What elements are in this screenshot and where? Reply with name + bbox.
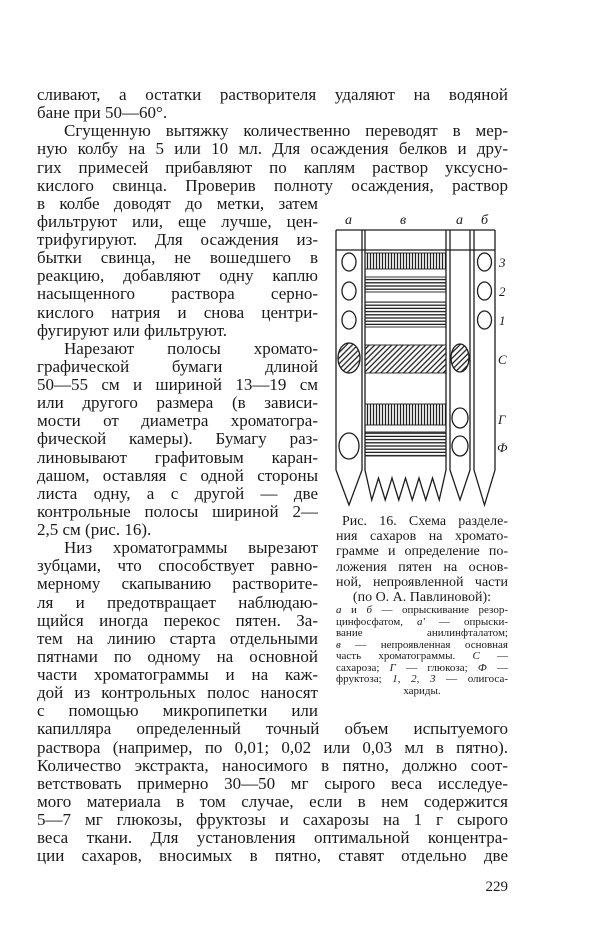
text-line: фильтруют или, еще лучше, цен- [37,211,318,231]
caption-line: ной, непроявленной части [336,574,508,590]
caption-legend [336,605,508,697]
band-2 [365,277,446,292]
side-label-3: 3 [499,255,506,270]
legend-text: — олигоса- [435,673,508,686]
side-label-1: 1 [499,313,506,328]
text-line: дашом, оставляя с одной стороны [37,465,318,485]
text-line: фугируют или фильтруют. [37,320,228,340]
text-line: линовывают графитовым каран- [37,447,318,467]
legend-text: хариды. [403,684,441,697]
text-line: ции сахаров, вносимых в пятно, ставят отдельно две [37,846,508,866]
legend-text: вание анилинфталатом; [336,627,508,640]
band-glucose [365,404,446,425]
chromatogram-figure [330,205,510,510]
legend-symbol: Ф [477,661,487,674]
text-line: 2,5 см (рис. 16). [37,520,152,539]
label-strip-b: б [481,213,489,228]
legend-symbol: б [366,604,372,617]
text-line: Количество экстракта, наносимого в пятно, должно соот- [37,755,508,775]
text-line: капилляра определенный точный объем испытуемого [37,719,508,739]
label-strip-a-prime: а [456,213,463,228]
text-line: 5—7 мг глюкозы, фруктозы и сахарозы на 1 г сырого [37,810,508,829]
text-line: с помощью микропипетки или [37,701,318,721]
spot-2 [342,282,356,300]
text-line: тем на линию старта отдельными [37,628,318,648]
text-line: кислого натрия и снова центри- [37,302,318,322]
band-1 [365,302,446,327]
text-line: Сгущенную вытяжку количественно переводят в мер- [64,121,508,141]
text-line: пятнами по одному на основной [37,646,318,666]
caption-line: (по О. А. Павлиновой): [352,589,492,605]
text-line: контрольные полосы шириной 2— [37,501,318,521]
legend-text: — [479,650,509,663]
side-label-glucose: Г [498,412,506,427]
strip-b-spots [478,253,492,329]
text-line: бане при 50—60°. [37,103,168,123]
text-line: зубцами, что способствует равно- [37,556,318,576]
figure-top-labels [345,213,489,228]
text-line: мости от диаметра хроматогра- [37,411,318,431]
paragraph [37,86,508,122]
strip-a-prime-spots [451,344,469,456]
text-line: мого материала в том случае, если в нем содержится [37,791,508,811]
text-line: в колбе доводят до метки, затем [37,193,318,213]
spot-sucrose [338,343,360,373]
side-label-2: 2 [499,284,506,299]
legend-text: и [341,604,367,617]
legend-symbol: 1, 2, 3 [392,673,436,686]
legend-text: фруктоза; [336,673,393,686]
text-line: Низ хроматограммы вырезают [64,538,318,558]
legend-symbol: а' [417,615,425,628]
text-line: реакцию, добавляют одну каплю [37,266,318,286]
main-part-bands [365,253,446,456]
figure-side-labels [497,255,508,455]
text-line: ветствовать примерно 30—50 мг сырого веса исследуе- [37,773,508,793]
spot-fructose [339,433,359,459]
text-line: дой из контрольных полос наносят [37,683,318,703]
legend-text: сахароза; [336,661,390,674]
legend-text: — опрыски- [424,615,509,628]
text-line: веса ткани. Для установления оптимальной концентра- [37,828,508,848]
text-line: сливают, а остатки растворителя удаляют на водяной [37,85,508,104]
figure-caption [336,514,508,697]
text-line: Нарезают полосы хромато- [64,338,318,358]
band-sucrose [365,345,446,373]
text-line: 50—55 см и шириной 13—19 см [37,375,318,394]
spot-1 [478,311,492,329]
spot-3 [478,253,492,271]
text-line: бытки свинца, не вошедшего в [37,248,318,268]
text-line: насыщенного раствора серно- [37,284,318,304]
legend-symbol: в [336,638,341,651]
caption-line: Рис. 16. Схема разделе- [342,514,508,529]
text-line: раствора (например, по 0,01; 0,02 или 0,03 мл в пятно). [37,737,508,757]
text-line: кислого свинца. Проверив полноту осаждения, раствор [37,175,508,195]
band-fructose [365,432,446,456]
strip-a-spots [338,253,360,459]
legend-text: часть хроматограммы. [336,650,473,663]
legend-line [336,686,508,698]
text-line: листа одну, а с другой — две [37,483,318,503]
spot-glucose [452,408,468,428]
legend-text: — непроявленная основная [340,638,508,651]
page-number: 229 [485,879,508,895]
spot-3 [342,253,356,271]
spot-sucrose [451,344,469,372]
text-line: мерному скапыванию растворите- [37,574,318,594]
text-line: ную колбу на 5 или 10 мл. Для осаждения белков и дру- [37,139,508,159]
legend-text: — [486,661,509,674]
legend-text: — опрыскивание резор- [371,604,508,617]
caption-title [336,514,508,605]
legend-symbol: Г [389,661,396,674]
legend-symbol: а [336,604,342,617]
text-line: гих примесей прибавляют по каплям раствор уксусно- [37,157,508,177]
legend-symbol: С [472,650,480,663]
spot-1 [342,311,356,329]
text-line: фической камеры). Бумагу раз- [37,429,318,449]
label-main-part: в [400,213,407,228]
text-line: трифугируют. Для осаждения из- [37,230,318,249]
text-line: графической бумаги длиной [37,356,318,376]
caption-line: ния сахаров на хромато- [336,529,508,545]
text-line: части хроматограммы и на каж- [37,665,318,684]
band-3 [365,253,446,269]
text-line: щийся иногда перекос пятен. За- [37,610,318,630]
text-line: или другого размера (в зависи- [37,393,318,413]
caption-line: грамме и определение по- [336,544,508,560]
caption-line: ложения пятен на основ- [336,559,508,575]
label-strip-a: а [345,213,352,228]
text-line: ля и предотвращает наблюдаю- [37,592,318,612]
legend-text: цинфосфатом, [336,615,418,628]
spot-fructose [452,436,468,456]
side-label-fructose: Ф [497,440,508,455]
side-label-sucrose: С [498,352,507,367]
legend-text: — глюкоза; [395,661,478,674]
spot-2 [478,282,492,300]
